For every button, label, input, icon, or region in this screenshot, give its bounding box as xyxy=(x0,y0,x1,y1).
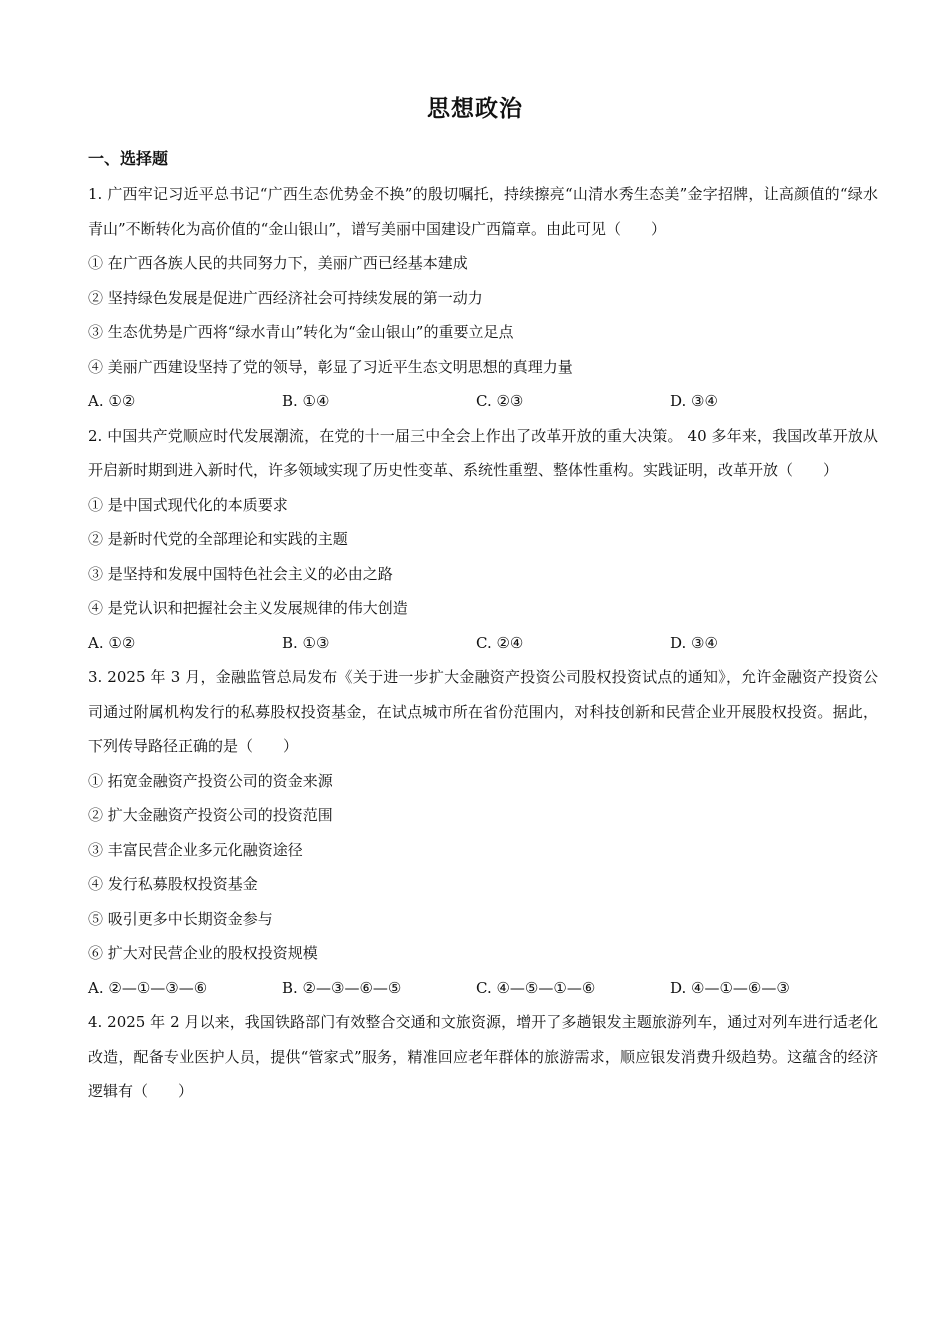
answer-options xyxy=(88,971,878,1006)
option-c: C. ②③ xyxy=(476,392,524,410)
question-4 xyxy=(88,1005,878,1109)
statement-item: ① 是中国式现代化的本质要求 xyxy=(88,495,288,514)
question-stem: 3. 2025 年 3 月，金融监管总局发布《关于进一步扩大金融资产投资公司股权投资试点的通知》，允许金融资产投资公司通过附属机构发行的私募股权投资基金，在试点城市所在省份范围内，对科技创新和民营企业开展股权投资。据此，下列传导路径正确的是（ ） xyxy=(88,668,878,755)
option-b: B. ①④ xyxy=(282,392,330,410)
statement-item: ③ 是坚持和发展中国特色社会主义的必由之路 xyxy=(88,564,393,583)
answer-options xyxy=(88,384,878,419)
answer-options xyxy=(88,626,878,661)
option-d: D. ④—①—⑥—③ xyxy=(670,978,790,997)
statement-item: ⑤ 吸引更多中长期资金参与 xyxy=(88,909,273,928)
statement-item: ④ 发行私募股权投资基金 xyxy=(88,875,258,893)
option-d: D. ③④ xyxy=(670,392,718,410)
statement-item: ③ 丰富民营企业多元化融资途径 xyxy=(88,840,303,859)
statement-item: ① 在广西各族人民的共同努力下，美丽广西已经基本建成 xyxy=(88,254,468,272)
question-stem: 1. 广西牢记习近平总书记“广西生态优势金不换”的殷切嘱托，持续擦亮“山清水秀生态美”金字招牌，让高颜值的“绿水青山”不断转化为高价值的“金山银山”，谱写美丽中国建设广西篇章。由此可见（ ） xyxy=(88,185,878,238)
statement-item: ③ 生态优势是广西将“绿水青山”转化为“金山银山”的重要立足点 xyxy=(88,323,514,341)
page-title: 思想政治 xyxy=(427,96,523,122)
option-c: C. ②④ xyxy=(476,633,524,652)
question-list xyxy=(88,177,878,1109)
option-a: A. ①② xyxy=(88,392,136,410)
question-stem: 4. 2025 年 2 月以来，我国铁路部门有效整合交通和文旅资源，增开了多趟银发主题旅游列车，通过对列车进行适老化改造，配备专业医护人员，提供“管家式”服务，精准回应老年群体的旅游需求，顺应银发消费升级趋势。这蕴含的经济逻辑有（ ） xyxy=(88,1013,878,1100)
statement-item: ② 是新时代党的全部理论和实践的主题 xyxy=(88,530,348,548)
statement-item: ④ 是党认识和把握社会主义发展规律的伟大创造 xyxy=(88,599,408,617)
option-c: C. ④—⑤—①—⑥ xyxy=(476,978,596,997)
statement-item: ② 坚持绿色发展是促进广西经济社会可持续发展的第一动力 xyxy=(88,288,483,307)
option-a: A. ①② xyxy=(88,633,136,652)
question-1 xyxy=(88,177,878,419)
section-heading: 一、选择题 xyxy=(88,149,169,168)
option-b: B. ①③ xyxy=(282,633,330,652)
option-d: D. ③④ xyxy=(670,633,718,652)
option-b: B. ②—③—⑥—⑤ xyxy=(282,978,402,997)
statement-item: ⑥ 扩大对民营企业的股权投资规模 xyxy=(88,944,318,962)
question-3 xyxy=(88,660,878,1005)
statement-item: ② 扩大金融资产投资公司的投资范围 xyxy=(88,806,333,824)
option-a: A. ②—①—③—⑥ xyxy=(88,978,208,997)
question-stem: 2. 中国共产党顺应时代发展潮流，在党的十一届三中全会上作出了改革开放的重大决策。 40 多年来，我国改革开放从开启新时期到进入新时代，许多领域实现了历史性变革、系统性重塑、整体性重构。实践证明，改革开放（ ） xyxy=(88,426,878,479)
statement-item: ① 拓宽金融资产投资公司的资金来源 xyxy=(88,771,333,790)
question-2 xyxy=(88,419,878,661)
statement-item: ④ 美丽广西建设坚持了党的领导，彰显了习近平生态文明思想的真理力量 xyxy=(88,357,573,376)
